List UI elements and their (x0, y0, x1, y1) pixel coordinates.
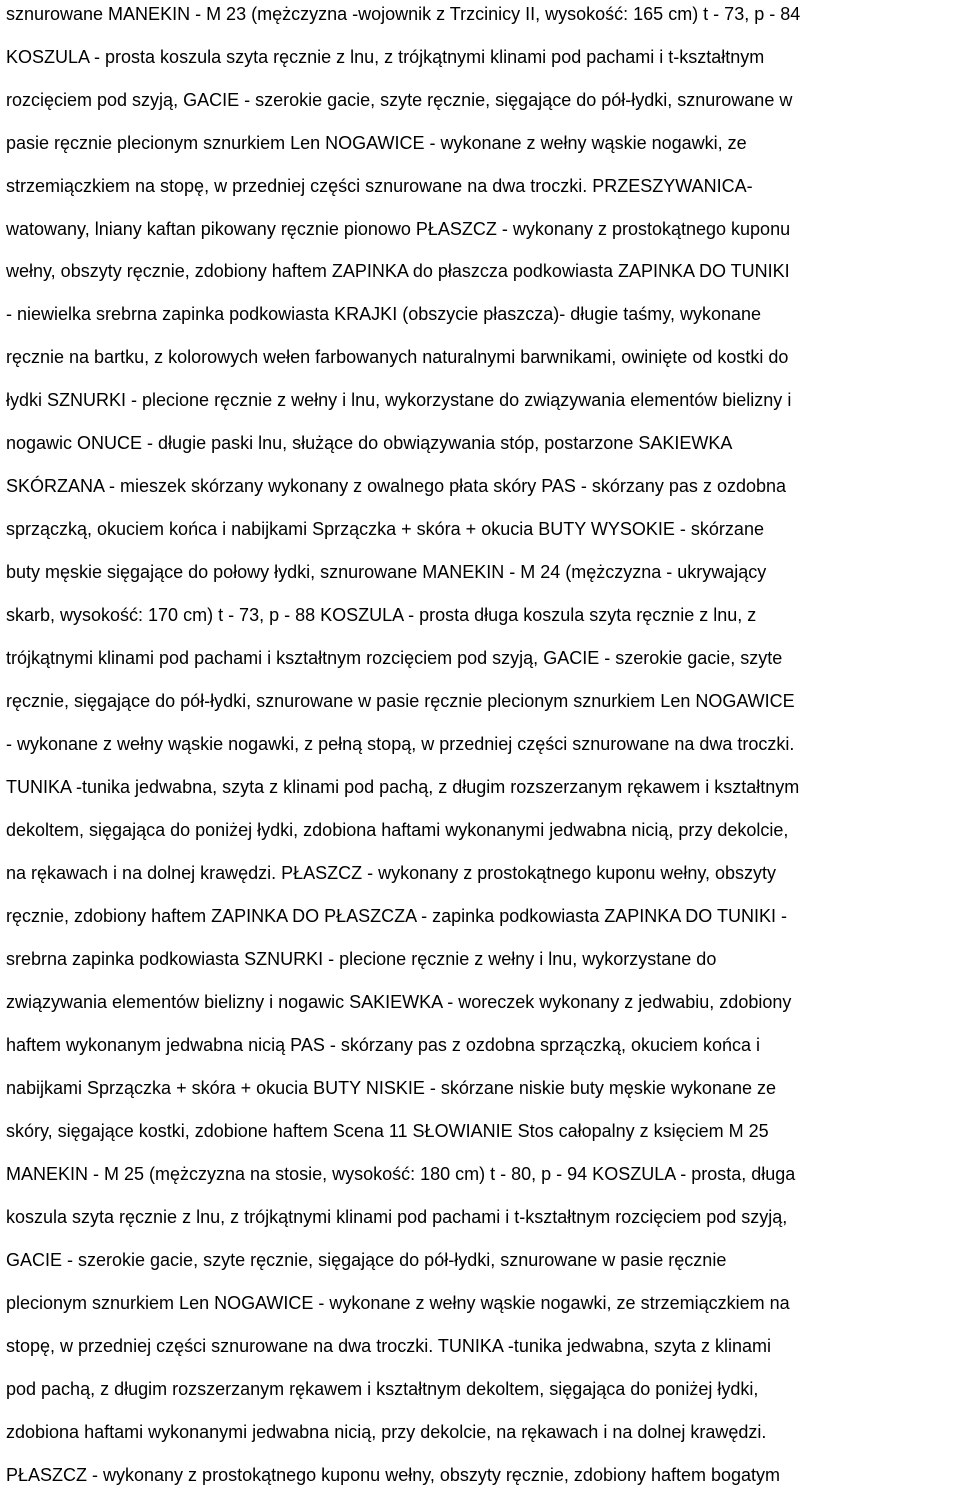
text-line: na rękawach i na dolnej krawędzi. PŁASZCZ - wykonany z prostokątnego kuponu wełny, obszyty (6, 863, 777, 883)
text-line: rozcięciem pod szyją, GACIE - szerokie gacie, szyte ręcznie, sięgające do pół-łydki, sznurowane w (6, 90, 793, 110)
text-line: ręcznie na bartku, z kolorowych wełen farbowanych naturalnymi barwnikami, owinięte od kostki do (6, 347, 789, 367)
text-line: ręcznie, zdobiony haftem ZAPINKA DO PŁASZCZA - zapinka podkowiasta ZAPINKA DO TUNIKI - (6, 906, 787, 926)
text-line: skarb, wysokość: 170 cm) t - 73, p - 88 KOSZULA - prosta długa koszula szyta ręcznie z lnu, z (6, 605, 757, 625)
text-line: sznurowane MANEKIN - M 23 (mężczyzna -wojownik z Trzcinicy II, wysokość: 165 cm) t - 73, p - 84 (6, 4, 801, 24)
text-line: ręcznie, sięgające do pół-łydki, sznurowane w pasie ręcznie plecionym sznurkiem Len NOGAWICE (6, 691, 795, 711)
text-line: plecionym sznurkiem Len NOGAWICE - wykonane z wełny wąskie nogawki, ze strzemiączkiem na (6, 1293, 790, 1313)
text-line: koszula szyta ręcznie z lnu, z trójkątnymi klinami pod pachami i t-kształtnym rozcięciem pod szyją, (6, 1207, 788, 1227)
text-line: skóry, sięgające kostki, zdobione haftem Scena 11 SŁOWIANIE Stos całopalny z księciem M 25 (6, 1121, 769, 1141)
text-line: dekoltem, sięgająca do poniżej łydki, zdobiona haftami wykonanymi jedwabna nicią, przy dekolcie, (6, 820, 789, 840)
text-line: pod pachą, z długim rozszerzanym rękawem i kształtnym dekoltem, sięgająca do poniżej łydki, (6, 1379, 759, 1399)
text-line: łydki SZNURKI - plecione ręcznie z wełny i lnu, wykorzystane do związywania elementów bielizny i (6, 390, 792, 410)
text-line: sprzączką, okuciem końca i nabijkami Sprzączka + skóra + okucia BUTY WYSOKIE - skórzane (6, 519, 764, 539)
text-line: zdobiona haftami wykonanymi jedwabna nicią, przy dekolcie, na rękawach i na dolnej krawędzi. (6, 1422, 767, 1442)
text-line: pasie ręcznie plecionym sznurkiem Len NOGAWICE - wykonane z wełny wąskie nogawki, ze (6, 133, 747, 153)
text-line: MANEKIN - M 25 (mężczyzna na stosie, wysokość: 180 cm) t - 80, p - 94 KOSZULA - prosta, długa (6, 1164, 796, 1184)
text-line: PŁASZCZ - wykonany z prostokątnego kuponu wełny, obszyty ręcznie, zdobiony haftem bogatym (6, 1465, 781, 1485)
text-line: związywania elementów bielizny i nogawic SAKIEWKA - woreczek wykonany z jedwabiu, zdobiony (6, 992, 792, 1012)
text-line: TUNIKA -tunika jedwabna, szyta z klinami pod pachą, z długim rozszerzanym rękawem i kształtnym (6, 777, 800, 797)
text-line: stopę, w przedniej części sznurowane na dwa troczki. TUNIKA -tunika jedwabna, szyta z klinami (6, 1336, 772, 1356)
text-line: trójkątnymi klinami pod pachami i kształtnym rozcięciem pod szyją, GACIE - szerokie gacie, szyte (6, 648, 783, 668)
text-line: - niewielka srebrna zapinka podkowiasta KRAJKI (obszycie płaszcza)- długie taśmy, wykonane (6, 304, 762, 324)
text-line: KOSZULA - prosta koszula szyta ręcznie z lnu, z trójkątnymi klinami pod pachami i t-kształtnym (6, 47, 765, 67)
text-line: srebrna zapinka podkowiasta SZNURKI - plecione ręcznie z wełny i lnu, wykorzystane do (6, 949, 717, 969)
text-line: strzemiączkiem na stopę, w przedniej części sznurowane na dwa troczki. PRZESZYWANICA- (6, 176, 753, 196)
text-line: buty męskie sięgające do połowy łydki, sznurowane MANEKIN - M 24 (mężczyzna - ukrywający (6, 562, 767, 582)
text-line: - wykonane z wełny wąskie nogawki, z pełną stopą, w przedniej części sznurowane na dwa troczki. (6, 734, 795, 754)
text-line: watowany, lniany kaftan pikowany ręcznie pionowo PŁASZCZ - wykonany z prostokątnego kuponu (6, 219, 791, 239)
text-line: GACIE - szerokie gacie, szyte ręcznie, sięgające do pół-łydki, sznurowane w pasie ręcznie (6, 1250, 727, 1270)
text-line: nogawic ONUCE - długie paski lnu, służące do obwiązywania stóp, postarzone SAKIEWKA (6, 433, 733, 453)
text-line: nabijkami Sprzączka + skóra + okucia BUTY NISKIE - skórzane niskie buty męskie wykonane ze (6, 1078, 777, 1098)
text-line: SKÓRZANA - mieszek skórzany wykonany z owalnego płata skóry PAS - skórzany pas z ozdobna (6, 476, 787, 496)
text-line: haftem wykonanym jedwabna nicią PAS - skórzany pas z ozdobna sprzączką, okuciem końca i (6, 1035, 761, 1055)
text-line: wełny, obszyty ręcznie, zdobiony haftem ZAPINKA do płaszcza podkowiasta ZAPINKA DO TUNIKI (6, 261, 790, 281)
